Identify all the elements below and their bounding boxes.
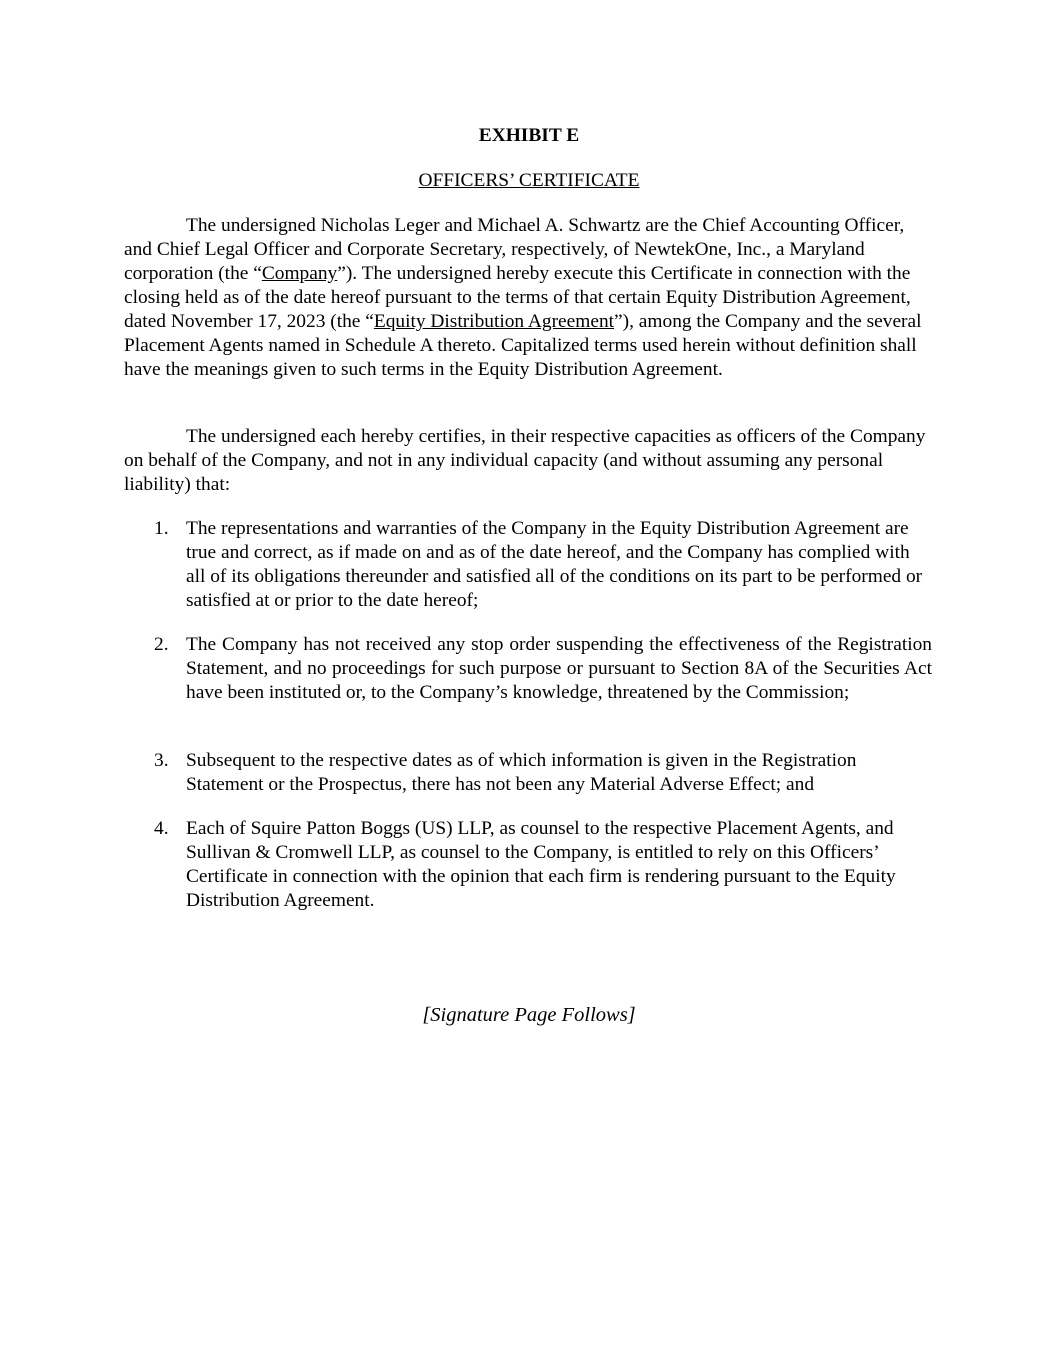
certification-paragraph: The undersigned each hereby certifies, in their respective capacities as officers of the Company on behalf of the Company, and not in any individual capacity (and without assuming any personal liability) that:: [124, 426, 926, 495]
intro-text-part-3: ”), among the Company and the several Placement Agents named in Schedule A thereto. Capitalized terms used herein without definition shall have the meanings given to such terms in the Equity Distribution Agreement.: [124, 311, 922, 380]
intro-paragraph: [124, 214, 926, 382]
intro-text-part-1: The undersigned Nicholas Leger and Michael A. Schwartz are the Chief Accounting Officer, and Chief Legal Officer and Corporate Secretary, respectively, of NewtekOne, Inc., a Maryland corporation (the “: [124, 215, 905, 284]
list-item-text: The representations and warranties of the Company in the Equity Distribution Agreement are true and correct, as if made on and as of the date hereof, and the Company has complied with all of its obligations thereunder and satisfied all of the conditions on its part to be performed or satisfied at or prior to the date hereof;: [186, 518, 923, 611]
intro-text-part-2: ”). The undersigned hereby execute this Certificate in connection with the closing held as of the date hereof pursuant to the terms of that certain Equity Distribution Agreement, dated November 17, 2023 (the “: [124, 263, 911, 332]
defined-term-equity-distribution-agreement: Equity Distribution Agreement: [373, 311, 615, 332]
exhibit-label: EXHIBIT E: [478, 125, 580, 146]
signature-page-note: [Signature Page Follows]: [422, 1004, 636, 1026]
list-item-number: 4.: [154, 818, 169, 839]
list-item-text: The Company has not received any stop order suspending the effectiveness of the Registration Statement, and no proceedings for such purpose or pursuant to Section 8A of the Securities Act have been instituted or, to the Company’s knowledge, threatened by the Commission;: [186, 634, 932, 703]
list-item-number: 2.: [154, 634, 169, 655]
list-item-text: Subsequent to the respective dates as of which information is given in the Registration Statement or the Prospectus, there has not been any Material Adverse Effect; and: [186, 750, 857, 795]
defined-term-company: Company: [261, 263, 338, 284]
list-item-text: Each of Squire Patton Boggs (US) LLP, as counsel to the respective Placement Agents, and Sullivan & Cromwell LLP, as counsel to the Company, is entitled to rely on this Officers’ Certificate in connection with the opinion that each firm is rendering pursuant to the Equity Distribution Agreement.: [186, 818, 896, 911]
list-item-number: 3.: [154, 750, 169, 771]
list-item-number: 1.: [154, 518, 169, 539]
certificate-title: OFFICERS’ CERTIFICATE: [418, 170, 640, 191]
